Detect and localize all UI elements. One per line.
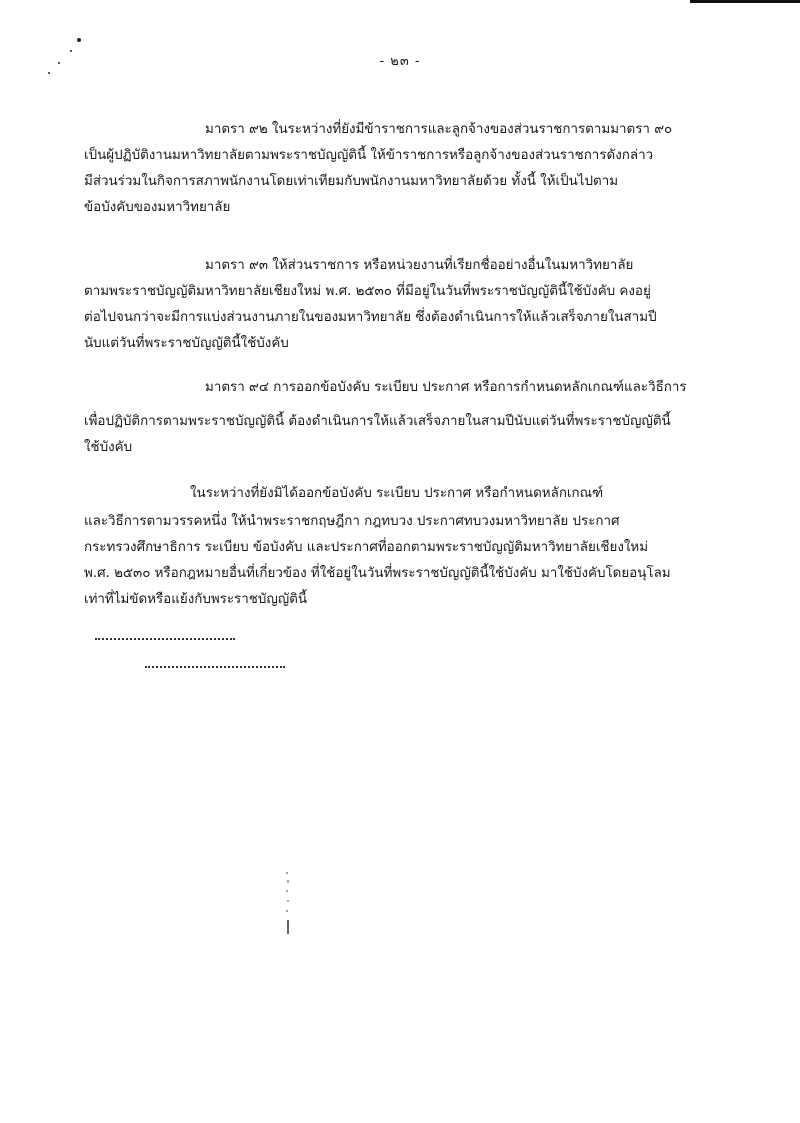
text-line: และวิธีการตามวรรคหนึ่ง ให้นำพระราชกฤษฎีกา กฎทบวง ประกาศทบวงมหาวิทยาลัย ประกาศ <box>84 514 620 529</box>
text-line: มาตรา ๙๓ ให้ส่วนราชการ หรือหน่วยงานที่เรียกชื่ออย่างอื่นในมหาวิทยาลัย <box>205 258 634 273</box>
text-line: พ.ศ. ๒๕๓๐ หรือกฎหมายอื่นที่เกี่ยวข้อง ที่ใช้อยู่ในวันที่พระราชบัญญัตินี้ใช้บังคับ มาใช้บังคับโดยอนุโลม <box>84 566 671 581</box>
text-line: นับแต่วันที่พระราชบัญญัตินี้ใช้บังคับ <box>84 336 289 351</box>
page-number: - ๒๓ - <box>379 54 421 69</box>
text-line: เพื่อปฏิบัติการตามพระราชบัญญัตินี้ ต้องดำเนินการให้แล้วเสร็จภายในสามปีนับแต่วันที่พระราชบัญญัตินี้ <box>84 414 671 429</box>
text-line: เท่าที่ไม่ขัดหรือแย้งกับพระราชบัญญัตินี้ <box>84 592 308 607</box>
scan-edge-rule <box>690 0 800 3</box>
scan-speck <box>77 38 81 42</box>
text-line: ข้อบังคับของมหาวิทยาลัย <box>84 200 231 215</box>
text-line: ใช้บังคับ <box>84 440 133 455</box>
dotted-separator <box>145 666 285 668</box>
dotted-separator <box>95 638 235 640</box>
text-line: เป็นผู้ปฏิบัติงานมหาวิทยาลัยตามพระราชบัญญัตินี้ ให้ข้าราชการหรือลูกจ้างของส่วนราชการดังกล่าว <box>84 148 654 163</box>
scan-speck <box>48 72 50 74</box>
text-line: ต่อไปจนกว่าจะมีการแบ่งส่วนงานภายในของมหาวิทยาลัย ซึ่งต้องดำเนินการให้แล้วเสร็จภายในสามปี <box>84 310 657 325</box>
text-line: ตามพระราชบัญญัติมหาวิทยาลัยเชียงใหม่ พ.ศ. ๒๕๓๐ ที่มีอยู่ในวันที่พระราชบัญญัตินี้ใช้บังคับ คงอยู่ <box>84 284 651 299</box>
scan-margin-marks <box>284 868 294 938</box>
text-line: มาตรา ๙๒ ในระหว่างที่ยังมีข้าราชการและลูกจ้างของส่วนราชการตามมาตรา ๙๐ <box>205 122 673 137</box>
text-line: กระทรวงศึกษาธิการ ระเบียบ ข้อบังคับ และประกาศที่ออกตามพระราชบัญญัติมหาวิทยาลัยเชียงใหม่ <box>84 540 649 555</box>
text-line: ในระหว่างที่ยังมิได้ออกข้อบังคับ ระเบียบ ประกาศ หรือกำหนดหลักเกณฑ์ <box>190 486 604 501</box>
text-line: มีส่วนร่วมในกิจการสภาพนักงานโดยเท่าเทียมกับพนักงานมหาวิทยาลัยด้วย ทั้งนี้ ให้เป็นไปตาม <box>84 174 619 189</box>
text-line: มาตรา ๙๔ การออกข้อบังคับ ระเบียบ ประกาศ หรือการกำหนดหลักเกณฑ์และวิธีการ <box>205 380 687 395</box>
